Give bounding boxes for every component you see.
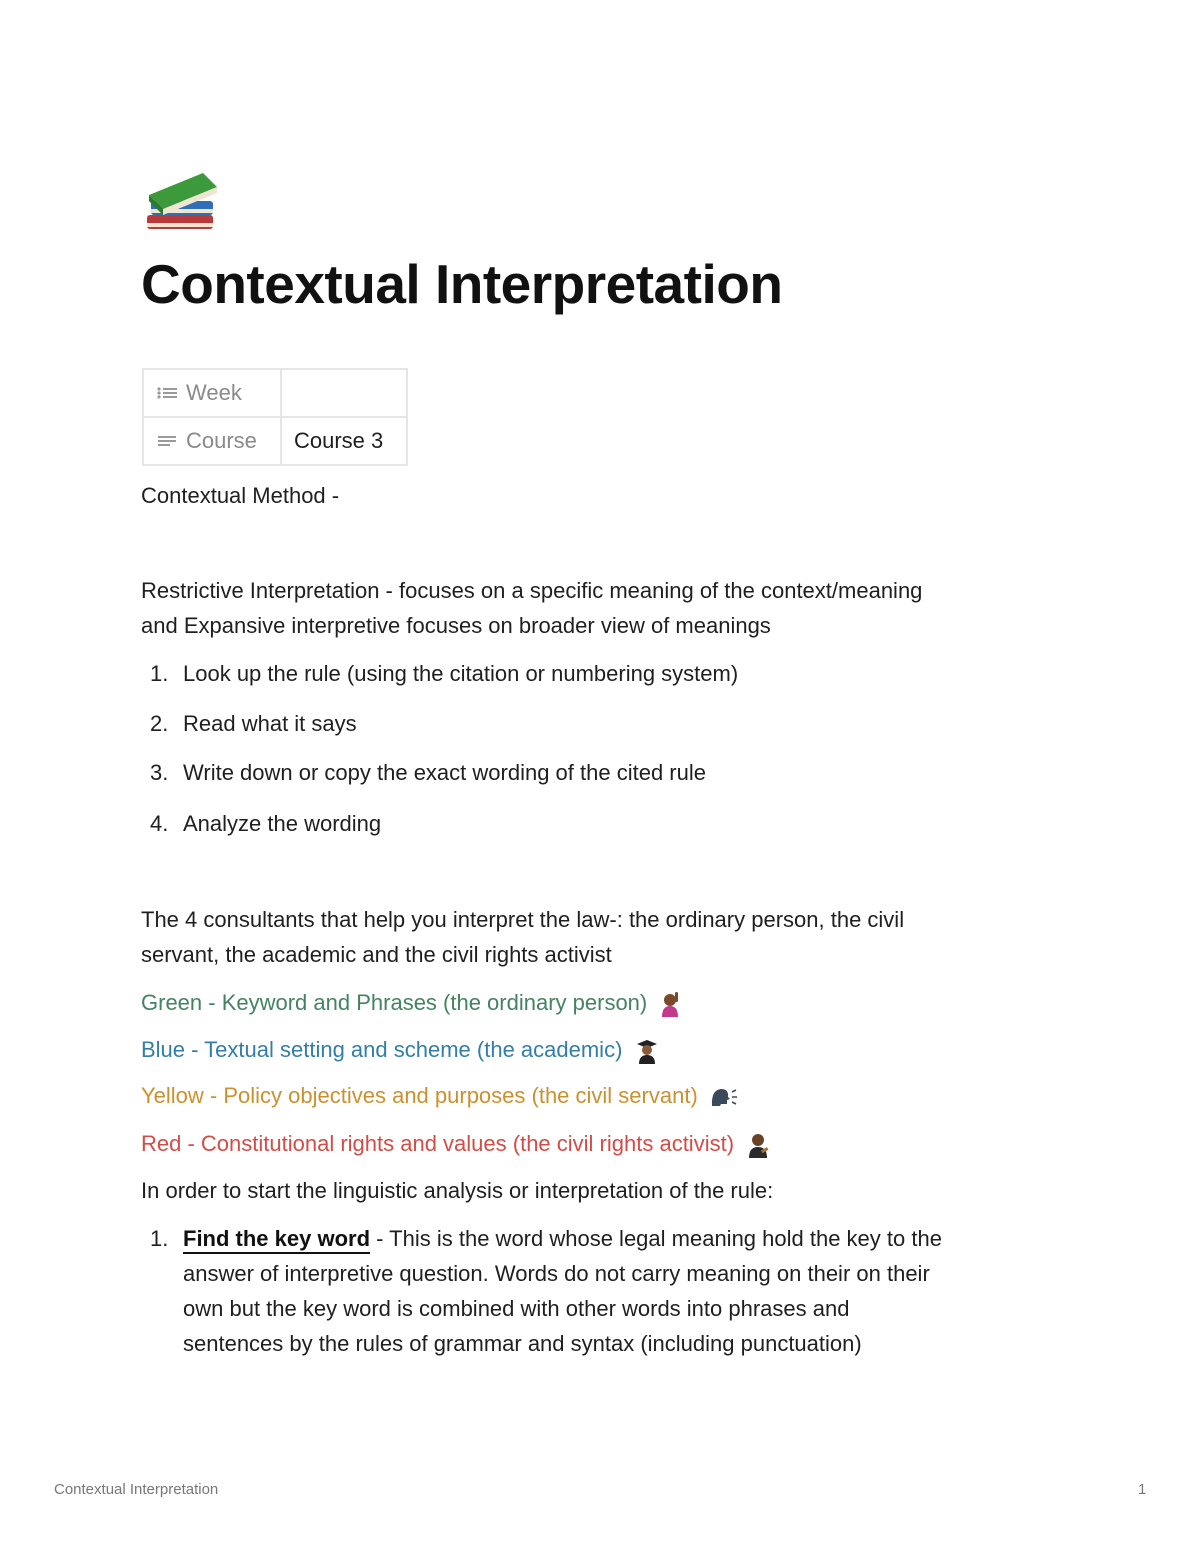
step-number: 3. bbox=[150, 760, 169, 785]
restrictive-line-2: and Expansive interpretive focuses on broader view of meanings bbox=[141, 613, 771, 638]
consultants-line-2: servant, the academic and the civil rights activist bbox=[141, 942, 612, 967]
analysis-step-line-4: sentences by the rules of grammar and syntax (including punctuation) bbox=[183, 1331, 862, 1356]
consultant-red-text: Red - Constitutional rights and values (the civil rights activist) bbox=[141, 1131, 735, 1156]
consultant-green-text: Green - Keyword and Phrases (the ordinary person) bbox=[141, 990, 648, 1015]
consultant-red bbox=[141, 1126, 1061, 1161]
analysis-intro: In order to start the linguistic analysis or interpretation of the rule: bbox=[141, 1178, 774, 1203]
analysis-step-line-3: own but the key word is combined with other words into phrases and bbox=[183, 1296, 850, 1321]
footer-title: Contextual Interpretation bbox=[54, 1481, 219, 1498]
step-number: 2. bbox=[150, 711, 169, 736]
property-value-course[interactable]: Course 3 bbox=[281, 417, 407, 465]
page-number: 1 bbox=[1138, 1481, 1147, 1498]
restrictive-line-1: Restrictive Interpretation - focuses on a specific meaning of the context/meaning bbox=[141, 578, 923, 603]
property-value-week[interactable] bbox=[281, 369, 407, 417]
step-number: 4. bbox=[150, 811, 169, 836]
page-title: Contextual Interpretation bbox=[141, 253, 783, 315]
consultant-blue bbox=[141, 1032, 1061, 1067]
property-row-week[interactable] bbox=[143, 369, 407, 417]
judge-icon bbox=[746, 1132, 770, 1158]
list-icon bbox=[156, 384, 178, 402]
property-key-week: Week bbox=[186, 380, 242, 405]
consultant-yellow bbox=[141, 1078, 1061, 1113]
step-number: 1. bbox=[150, 661, 169, 686]
property-row-course[interactable] bbox=[143, 417, 407, 465]
properties-table bbox=[142, 368, 408, 466]
consultant-yellow-text: Yellow - Policy objectives and purposes (the civil servant) bbox=[141, 1083, 698, 1108]
step-text: Analyze the wording bbox=[183, 811, 382, 836]
consultant-blue-text: Blue - Textual setting and scheme (the academic) bbox=[141, 1037, 623, 1062]
consultants-line-1: The 4 consultants that help you interpret the law-: the ordinary person, the civil bbox=[141, 907, 905, 932]
step-text: Look up the rule (using the citation or numbering system) bbox=[183, 661, 739, 686]
books-icon bbox=[143, 165, 223, 235]
step-text: Read what it says bbox=[183, 711, 357, 736]
analysis-step-number: 1. bbox=[150, 1226, 169, 1251]
speaking-head-icon bbox=[710, 1086, 738, 1108]
analysis-step-line-1: Find the key word - This is the word whose legal meaning hold the key to the bbox=[183, 1221, 1063, 1256]
key-word-term: Find the key word bbox=[183, 1226, 370, 1254]
analysis-step-line-2: answer of interpretive question. Words do not carry meaning on their on their bbox=[183, 1261, 930, 1286]
step-text: Write down or copy the exact wording of the cited rule bbox=[183, 760, 706, 785]
property-key-course: Course bbox=[186, 428, 257, 453]
method-line: Contextual Method - bbox=[141, 483, 340, 508]
graduate-icon bbox=[635, 1038, 659, 1064]
consultant-green bbox=[141, 985, 1061, 1020]
text-lines-icon bbox=[156, 432, 178, 450]
woman-raising-hand-icon bbox=[659, 991, 681, 1017]
